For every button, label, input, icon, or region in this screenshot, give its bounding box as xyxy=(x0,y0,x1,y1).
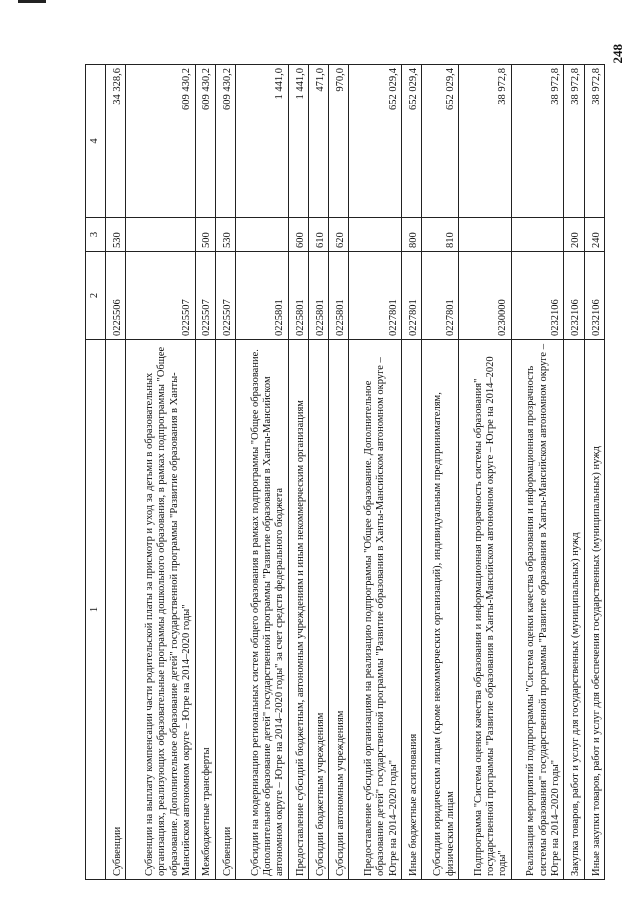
table-row xyxy=(235,65,288,880)
row-name: Субсидии юридическим лицам (кроме некоммерческих организаций), индивидуальным предпринимателям, физическим лицам xyxy=(422,340,459,880)
row-expense-type: 610 xyxy=(308,218,328,252)
row-sum: 38 972,8 xyxy=(584,65,604,218)
table-row xyxy=(511,65,564,880)
row-code: 0225801 xyxy=(329,252,349,340)
row-code: 0225507 xyxy=(215,252,235,340)
table-row xyxy=(349,65,402,880)
row-expense-type xyxy=(458,218,511,252)
row-expense-type: 600 xyxy=(288,218,308,252)
row-name: Субвенции на выплату компенсации части родительской платы за присмотр и уход за детьми в образовательных организациях, реализующих образовательные программы дошкольного образования, в рамках подпрограммы "Общее образование. Дополнительное образование детей" государственной программы "Развитие образования в Ханты-Мансийском автономном округе – Югре на 2014–2020 годы" xyxy=(126,340,195,880)
row-name: Реализация мероприятий подпрограммы "Система оценки качества образования и информационная прозрачность системы образования" государственной программы "Развитие образования в Ханты-Мансийском автономном округе – Югре на 2014–2020 годы" xyxy=(511,340,564,880)
table-row xyxy=(106,65,126,880)
rotated-page xyxy=(85,65,605,880)
row-name: Субвенции xyxy=(215,340,235,880)
row-name: Предоставление субсидий бюджетным, автономным учреждениям и иным некоммерческим организациям xyxy=(288,340,308,880)
table-row xyxy=(564,65,584,880)
row-expense-type xyxy=(126,218,195,252)
row-sum: 609 430,2 xyxy=(195,65,215,218)
row-sum: 1 441,0 xyxy=(235,65,288,218)
table-row xyxy=(422,65,459,880)
row-name: Межбюджетные трансферты xyxy=(195,340,215,880)
column-number-3: 3 xyxy=(86,218,106,252)
table-row xyxy=(126,65,195,880)
row-sum: 38 972,8 xyxy=(511,65,564,218)
row-name: Предоставление субсидий организациям на реализацию подпрограммы "Общее образование. Дополнительное образование детей" государственной программы "Развитие образования в Ханты-Мансийском автономном округе – Югре на 2014–2020 годы" xyxy=(349,340,402,880)
column-number-4: 4 xyxy=(86,65,106,218)
page-number: 248 xyxy=(610,44,625,64)
row-code: 0230000 xyxy=(458,252,511,340)
row-sum: 652 029,4 xyxy=(349,65,402,218)
row-expense-type: 240 xyxy=(584,218,604,252)
row-code: 0232106 xyxy=(564,252,584,340)
row-sum: 1 441,0 xyxy=(288,65,308,218)
row-name: Закупка товаров, работ и услуг для государственных (муниципальных) нужд xyxy=(564,340,584,880)
row-code: 0225801 xyxy=(235,252,288,340)
table-row xyxy=(584,65,604,880)
row-code: 0225506 xyxy=(106,252,126,340)
table-row xyxy=(458,65,511,880)
row-code: 0227801 xyxy=(402,252,422,340)
column-number-1: 1 xyxy=(86,340,106,880)
row-expense-type: 810 xyxy=(422,218,459,252)
row-code: 0232106 xyxy=(511,252,564,340)
table-row xyxy=(288,65,308,880)
budget-table xyxy=(85,64,605,880)
row-code: 0227801 xyxy=(349,252,402,340)
row-name: Подпрограмма "Система оценки качества образования и информационная прозрачность системы образования" государственной программы "Развитие образования в Ханты-Мансийском автономном округе – Югре на 2014–2020 годы" xyxy=(458,340,511,880)
row-name: Иные бюджетные ассигнования xyxy=(402,340,422,880)
row-code: 0225507 xyxy=(126,252,195,340)
row-sum: 609 430,2 xyxy=(126,65,195,218)
row-expense-type: 620 xyxy=(329,218,349,252)
row-sum: 652 029,4 xyxy=(422,65,459,218)
budget-table-body xyxy=(86,65,605,880)
row-name: Субсидии бюджетным учреждениям xyxy=(308,340,328,880)
table-row xyxy=(329,65,349,880)
row-expense-type: 530 xyxy=(215,218,235,252)
row-name: Иные закупки товаров, работ и услуг для обеспечения государственных (муниципальных) нужд xyxy=(584,340,604,880)
row-code: 0232106 xyxy=(584,252,604,340)
table-row xyxy=(402,65,422,880)
row-sum: 38 972,8 xyxy=(458,65,511,218)
row-sum: 652 029,4 xyxy=(402,65,422,218)
row-code: 0225507 xyxy=(195,252,215,340)
row-expense-type xyxy=(235,218,288,252)
scan-mark xyxy=(18,0,46,3)
row-sum: 609 430,2 xyxy=(215,65,235,218)
row-code: 0225801 xyxy=(308,252,328,340)
row-expense-type xyxy=(349,218,402,252)
row-expense-type: 800 xyxy=(402,218,422,252)
row-expense-type xyxy=(511,218,564,252)
table-row xyxy=(215,65,235,880)
row-sum: 34 328,6 xyxy=(106,65,126,218)
row-sum: 471,0 xyxy=(308,65,328,218)
row-expense-type: 530 xyxy=(106,218,126,252)
row-expense-type: 500 xyxy=(195,218,215,252)
row-name: Субсидии на модернизацию региональных систем общего образования в рамках подпрограммы "Общее образование. Дополнительное образование детей" государственной программы "Развитие образования в Ханты-Мансийском автономном округе – Югре на 2014–2020 годы" за счет средств федерального бюджета xyxy=(235,340,288,880)
table-row xyxy=(195,65,215,880)
row-code: 0227801 xyxy=(422,252,459,340)
column-number-2: 2 xyxy=(86,252,106,340)
row-expense-type: 200 xyxy=(564,218,584,252)
table-row xyxy=(308,65,328,880)
row-sum: 38 972,8 xyxy=(564,65,584,218)
row-name: Субвенции xyxy=(106,340,126,880)
row-name: Субсидии автономным учреждениям xyxy=(329,340,349,880)
row-sum: 970,0 xyxy=(329,65,349,218)
column-number-row xyxy=(86,65,106,880)
row-code: 0225801 xyxy=(288,252,308,340)
